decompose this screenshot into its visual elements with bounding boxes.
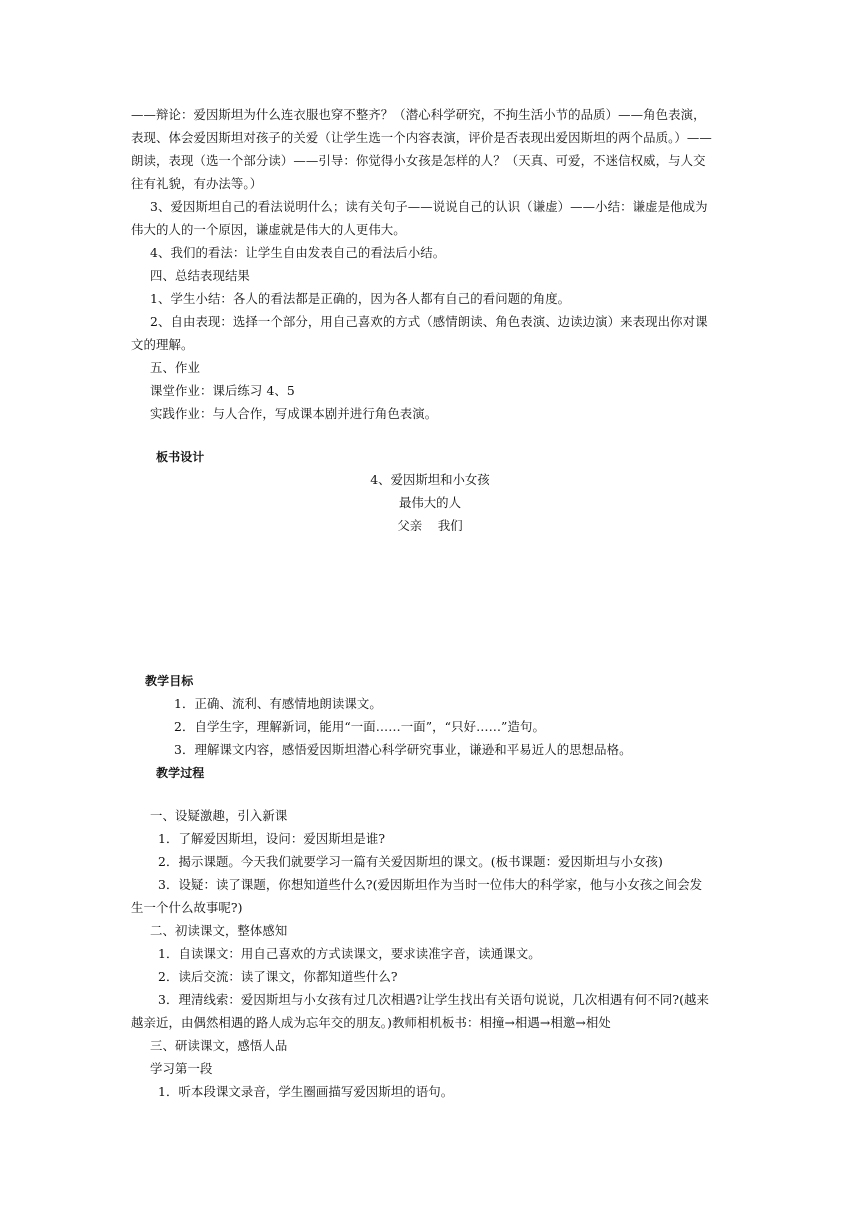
teaching-process-heading: 教学过程 xyxy=(156,766,205,780)
process-line: 2．揭示课题。今天我们就要学习一篇有关爱因斯坦的课文。(板书课题：爱因斯坦与小女孩) xyxy=(158,854,663,869)
paragraph-line: ——辩论：爱因斯坦为什么连衣服也穿不整齐？（潜心科学研究，不拘生活小节的品质）——角色表演， xyxy=(131,107,706,122)
goal-item: 1．正确、流利、有感情地朗读课文。 xyxy=(174,696,382,711)
process-line: 越亲近，由偶然相遇的路人成为忘年交的朋友。)教师相机板书：相撞→相遇→相邀→相处 xyxy=(131,1015,611,1030)
paragraph-line: 课堂作业：课后练习 4、5 xyxy=(150,383,295,398)
paragraph-line: 2、自由表现：选择一个部分，用自己喜欢的方式（感情朗读、角色表演、边读边演）来表现出你对课 xyxy=(150,314,708,329)
process-line: 3．理清线索：爱因斯坦与小女孩有过几次相遇?让学生找出有关语句说说，几次相遇有何不同?(越来 xyxy=(158,992,710,1007)
paragraph-line: 3、爱因斯坦自己的看法说明什么；读有关句子——说说自己的认识（谦虚）——小结：谦虚是他成为 xyxy=(150,199,708,214)
paragraph-line: 4、我们的看法：让学生自由发表自己的看法后小结。 xyxy=(150,245,446,260)
goal-item: 3．理解课文内容，感悟爱因斯坦潜心科学研究事业，谦逊和平易近人的思想品格。 xyxy=(174,742,632,757)
paragraph-line: 朗读，表现（选一个部分读）——引导：你觉得小女孩是怎样的人？（天真、可爱，不迷信权威，与人交 xyxy=(131,153,706,168)
board-line-greatest: 最伟大的人 xyxy=(399,495,461,510)
paragraph-line: 表现、体会爱因斯坦对孩子的关爱（让学生选一个内容表演，评价是否表现出爱因斯坦的两个品质。）—— xyxy=(131,130,712,145)
process-line: 2．读后交流：读了课文，你都知道些什么? xyxy=(158,969,398,984)
process-section-heading: 三、研读课文，感悟人品 xyxy=(150,1038,288,1053)
process-line: 3．设疑：读了课题，你想知道些什么?(爱因斯坦作为当时一位伟大的科学家，他与小女孩之间会发 xyxy=(158,877,703,892)
board-line-title: 4、爱因斯坦和小女孩 xyxy=(370,472,490,487)
paragraph-line: 伟大的人的一个原因，谦虚就是伟大的人更伟大。 xyxy=(131,222,406,237)
process-line: 生一个什么故事呢?) xyxy=(131,900,243,915)
paragraph-line: 实践作业：与人合作，写成课本剧并进行角色表演。 xyxy=(150,406,438,421)
process-section-heading: 二、初读课文，整体感知 xyxy=(150,923,288,938)
process-line: 1．了解爱因斯坦，设问：爱因斯坦是谁? xyxy=(158,831,386,846)
process-line: 1．自读课文：用自己喜欢的方式读课文，要求读准字音，读通课文。 xyxy=(158,946,541,961)
section-heading: 四、总结表现结果 xyxy=(150,268,250,283)
paragraph-line: 1、学生小结：各人的看法都是正确的，因为各人都有自己的看问题的角度。 xyxy=(150,291,571,306)
section-heading: 五、作业 xyxy=(150,360,200,375)
paragraph-line: 文的理解。 xyxy=(131,337,194,352)
board-design-heading: 板书设计 xyxy=(156,450,205,464)
process-line: 1．听本段课文录音，学生圈画描写爱因斯坦的语句。 xyxy=(158,1084,454,1099)
paragraph-line: 往有礼貌，有办法等。） xyxy=(131,176,263,191)
process-section-heading: 一、设疑激趣，引入新课 xyxy=(150,808,288,823)
goal-item: 2．自学生字，理解新词，能用“一面……一面”，“只好……”造句。 xyxy=(174,719,545,734)
board-line-father-us: 父亲 我们 xyxy=(397,518,463,533)
process-line: 学习第一段 xyxy=(150,1061,213,1076)
teaching-goals-heading: 教学目标 xyxy=(145,674,194,688)
